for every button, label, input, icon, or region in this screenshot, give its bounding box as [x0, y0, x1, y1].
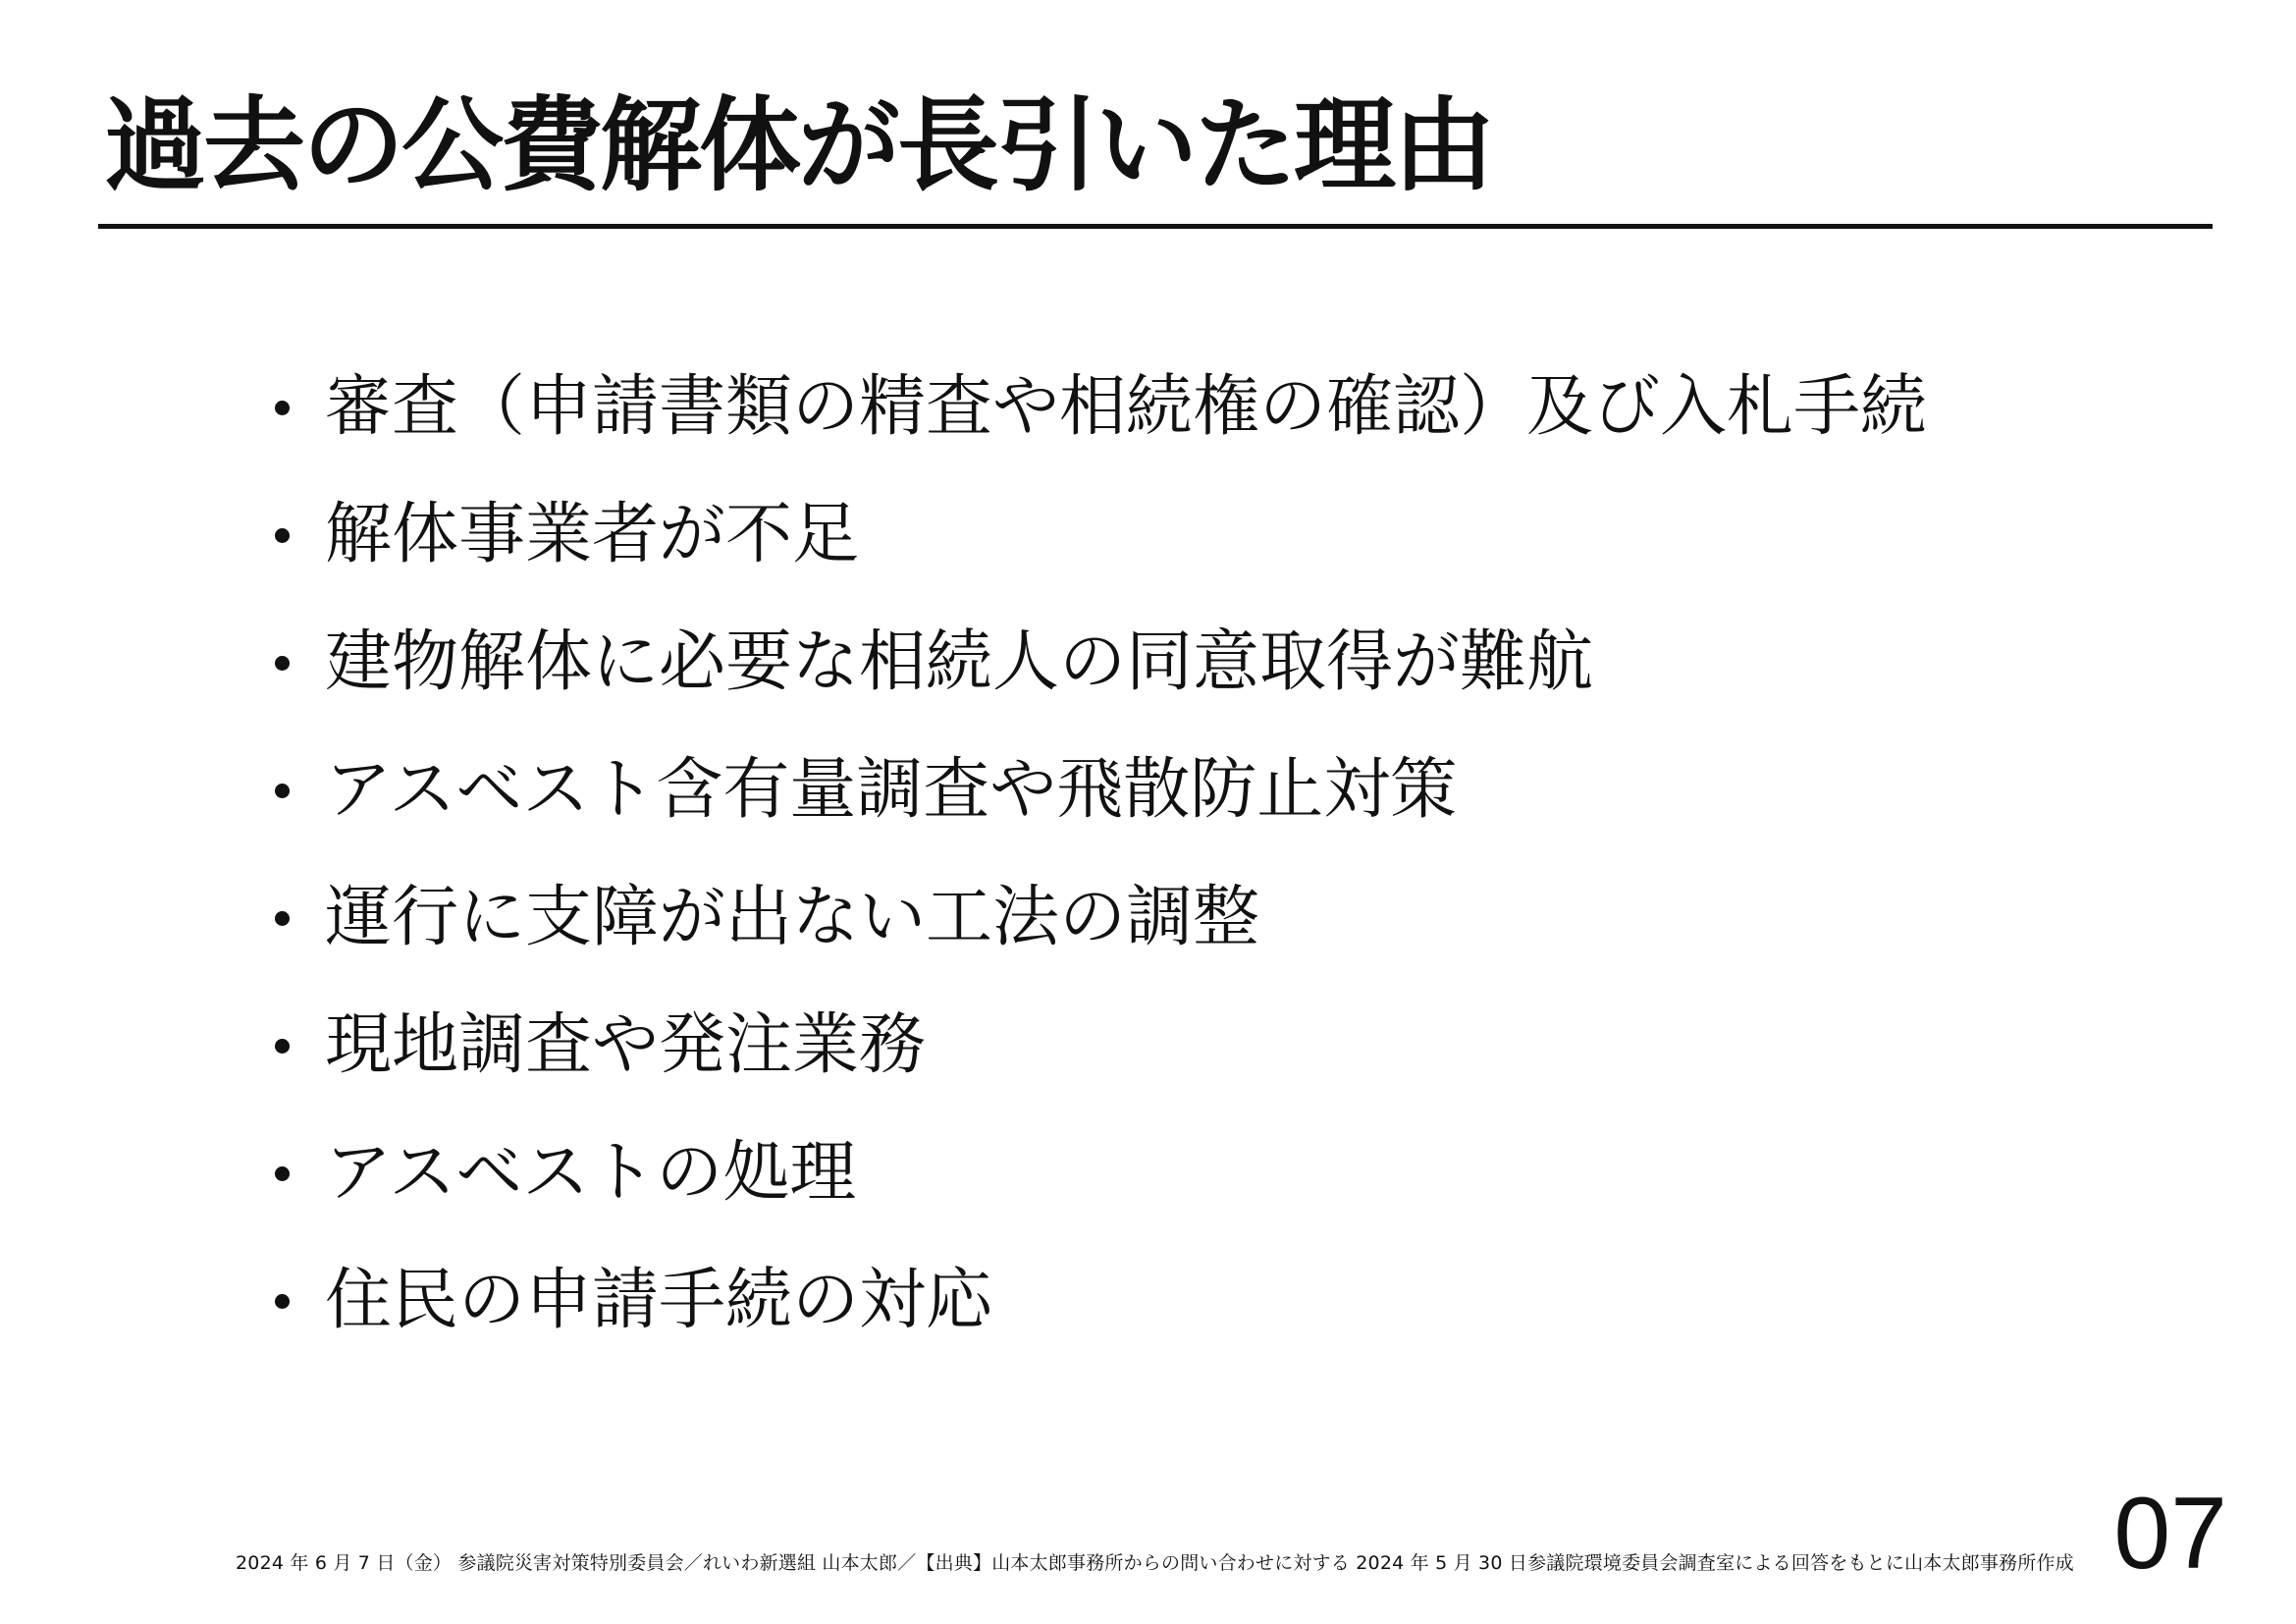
list-item: [265, 1110, 1927, 1237]
source-footnote: 2024 年 6 月 7 日（金） 参議院災害対策特別委員会／れいわ新選組 山本太郎／【出典】山本太郎事務所からの問い合わせに対する 2024 年 5 月 30 日参議院環境委員会調査室による回答をもとに山本太郎事務所作成: [236, 1552, 2074, 1574]
reasons-list: [265, 344, 1927, 1365]
list-item-text: 現地調査や発注業務: [325, 1006, 927, 1084]
bullet-icon: [275, 656, 290, 671]
bullet-icon: [275, 911, 290, 926]
list-item: [265, 471, 1927, 599]
list-item: [265, 982, 1927, 1110]
title-divider: [98, 224, 2213, 229]
bullet-icon: [275, 1294, 290, 1309]
list-item-text: アスベスト含有量調査や飛散防止対策: [325, 751, 1458, 829]
list-item-text: 審査（申請書類の精査や相続権の確認）及び入札手続: [325, 368, 1928, 446]
bullet-icon: [275, 1039, 290, 1054]
list-item: [265, 1237, 1927, 1365]
list-item-text: 建物解体に必要な相続人の同意取得が難航: [325, 623, 1594, 701]
bullet-icon: [275, 784, 290, 798]
list-item-text: アスベストの処理: [325, 1134, 857, 1212]
list-item: [265, 599, 1927, 727]
bullet-icon: [275, 401, 290, 415]
list-item-text: 住民の申請手続の対応: [325, 1262, 993, 1339]
bullet-icon: [275, 528, 290, 543]
slide-title: 過去の公費解体が長引いた理由: [104, 85, 1493, 205]
page-number: 07: [2113, 1477, 2227, 1591]
list-item: [265, 344, 1927, 471]
list-item-text: 解体事業者が不足: [325, 496, 860, 573]
list-item: [265, 727, 1927, 854]
bullet-icon: [275, 1166, 290, 1181]
list-item: [265, 854, 1927, 982]
list-item-text: 運行に支障が出ない工法の調整: [325, 879, 1260, 956]
